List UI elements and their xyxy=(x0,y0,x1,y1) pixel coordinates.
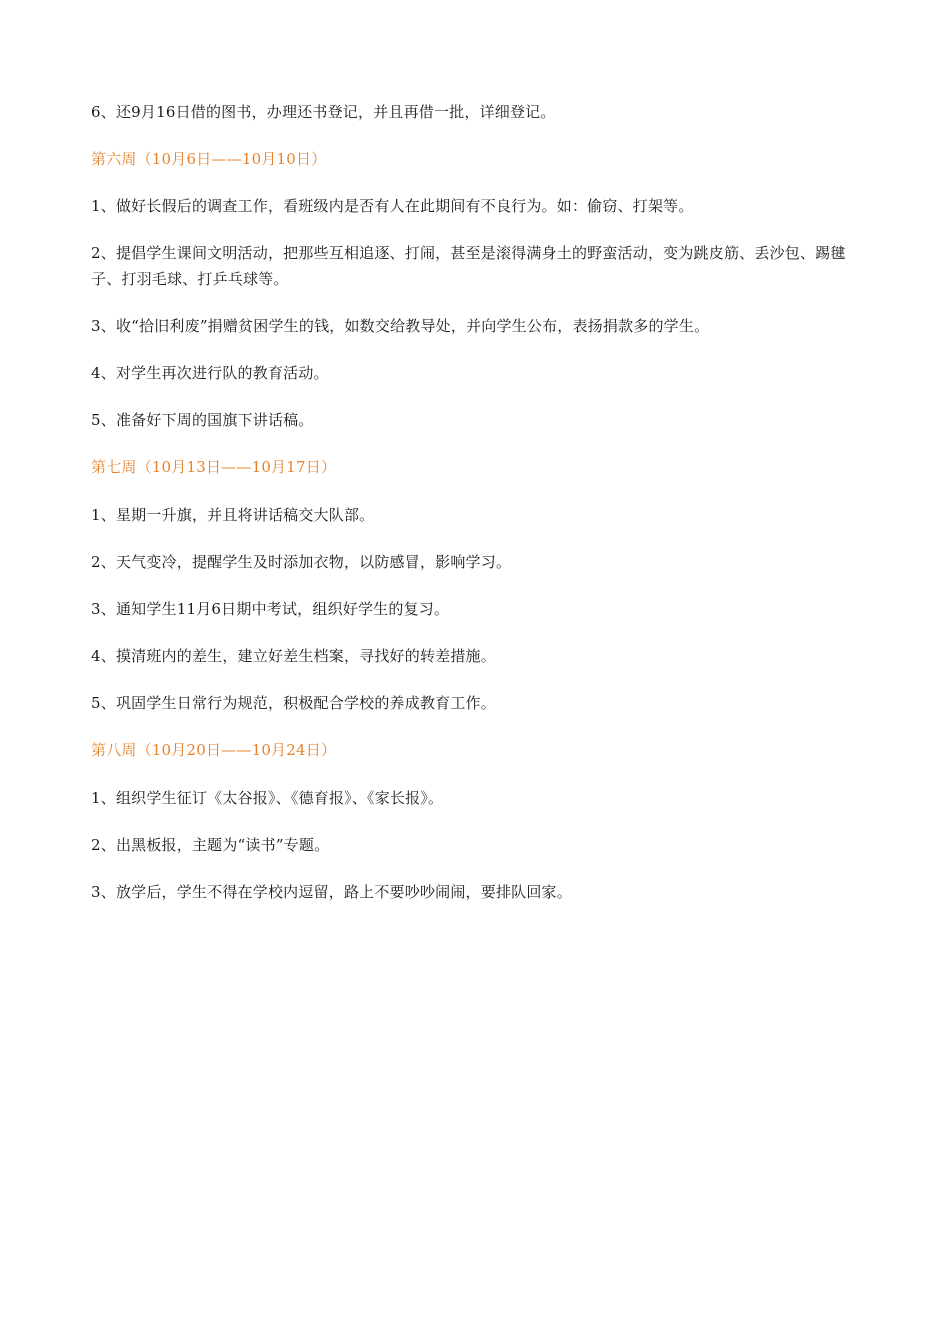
list-item: 4、对学生再次进行队的教育活动。 xyxy=(91,364,329,382)
section-heading-week-6: 第六周（10月6日——10月10日） xyxy=(91,150,327,168)
list-item: 5、准备好下周的国旗下讲话稿。 xyxy=(91,411,314,429)
list-item: 1、做好长假后的调查工作，看班级内是否有人在此期间有不良行为。如：偷窃、打架等。 xyxy=(91,197,694,215)
list-item: 3、通知学生11月6日期中考试，组织好学生的复习。 xyxy=(91,600,450,618)
list-item: 2、出黑板报，主题为“读书”专题。 xyxy=(91,836,330,854)
list-item: 3、收“拾旧利废”捐赠贫困学生的钱，如数交给教导处，并向学生公布，表扬捐款多的学生。 xyxy=(91,317,710,335)
list-item: 2、提倡学生课间文明活动，把那些互相追逐、打闹，甚至是滚得满身土的野蛮活动，变为跳皮筋、丢沙包、踢毽子、打羽毛球、打乒乓球等。 xyxy=(91,244,846,288)
list-item: 2、天气变冷，提醒学生及时添加衣物，以防感冒，影响学习。 xyxy=(91,553,512,571)
section-heading-week-7: 第七周（10月13日——10月17日） xyxy=(91,458,337,476)
list-item: 4、摸清班内的差生，建立好差生档案，寻找好的转差措施。 xyxy=(91,647,496,665)
intro-item: 6、还9月16日借的图书，办理还书登记，并且再借一批，详细登记。 xyxy=(91,103,556,121)
list-item: 5、巩固学生日常行为规范，积极配合学校的养成教育工作。 xyxy=(91,694,496,712)
list-item: 1、组织学生征订《太谷报》、《德育报》、《家长报》。 xyxy=(91,789,444,807)
section-heading-week-8: 第八周（10月20日——10月24日） xyxy=(91,741,337,759)
list-item: 3、放学后，学生不得在学校内逗留，路上不要吵吵闹闹，要排队回家。 xyxy=(91,883,572,901)
list-item: 1、星期一升旗，并且将讲话稿交大队部。 xyxy=(91,506,375,524)
